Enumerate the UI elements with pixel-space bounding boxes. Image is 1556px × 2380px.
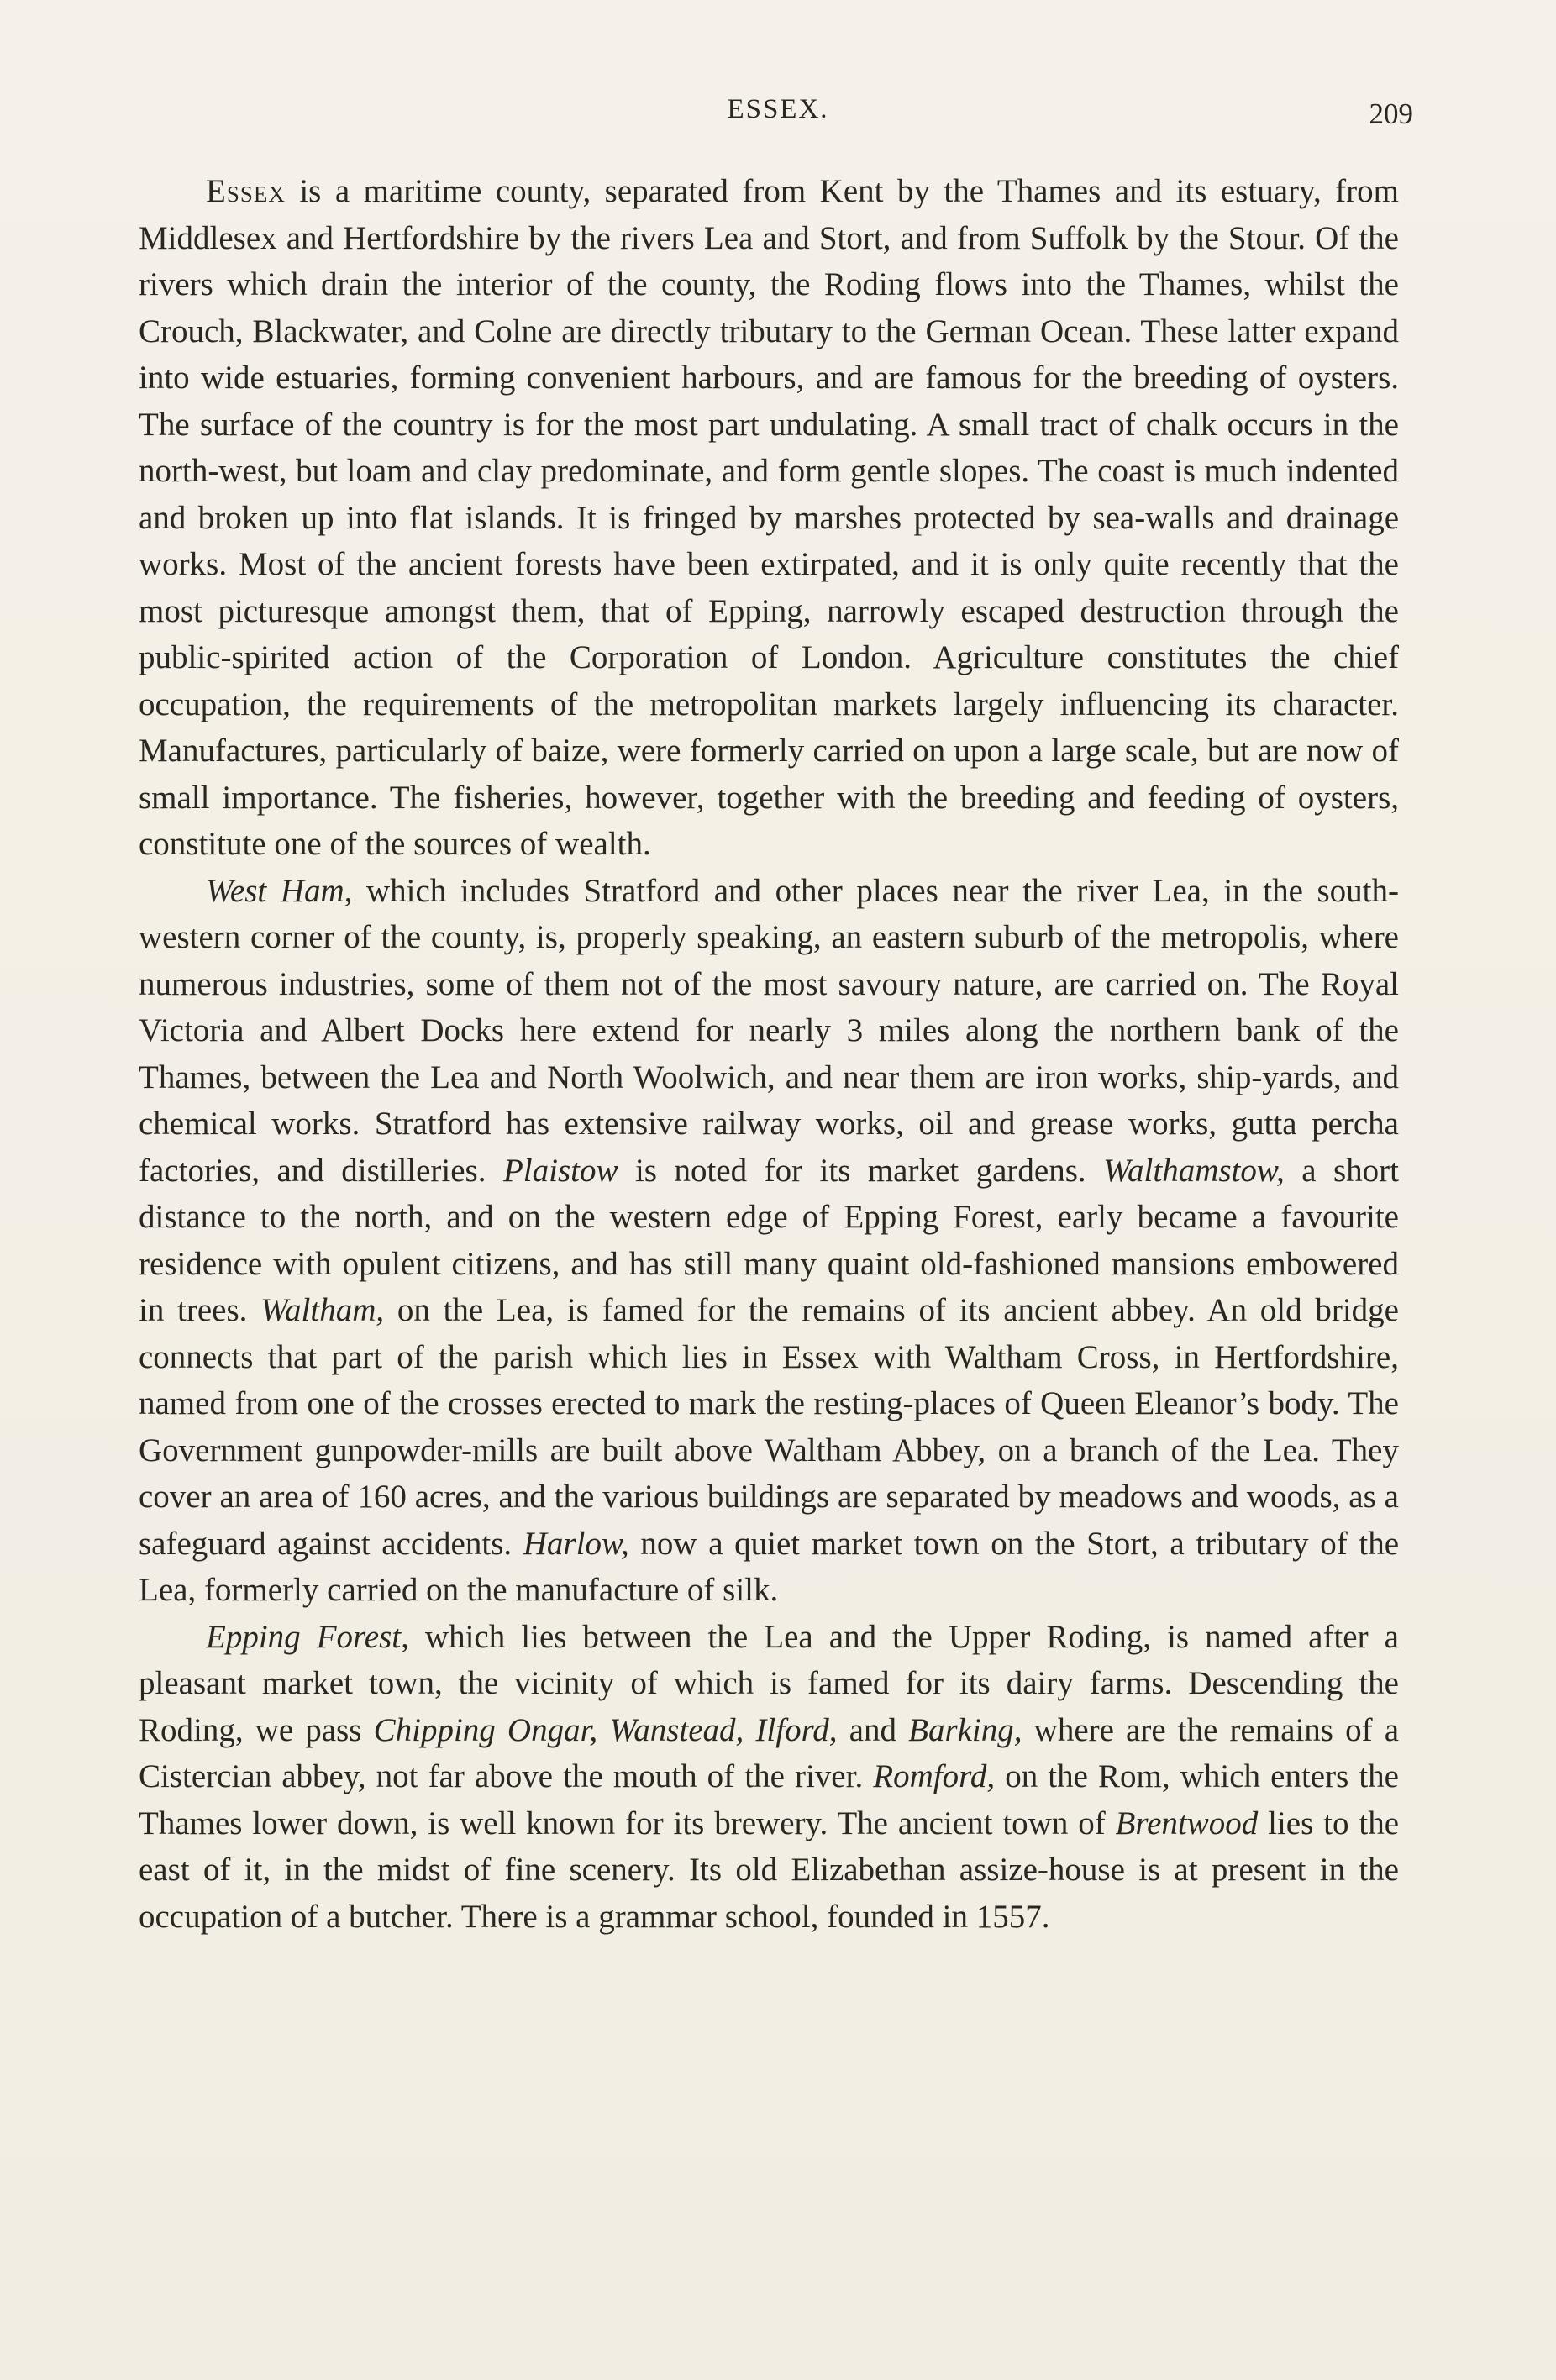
place-brentwood: Brentwood <box>1115 1805 1259 1841</box>
paragraph-2-text-2: is noted for its market gardens. <box>618 1152 1104 1189</box>
paragraph-3-and: and <box>837 1711 909 1748</box>
place-waltham: Waltham, <box>260 1292 385 1328</box>
place-harlow: Harlow, <box>523 1525 629 1562</box>
paragraph-3-text-3: on the Rom, which enters the Thames lower down, is well known for its brewery. The ancient town of <box>139 1758 1399 1841</box>
place-chipping-ongar: Chipping Ongar, <box>373 1711 598 1748</box>
paragraph-epping-forest <box>139 1614 1399 1941</box>
lead-word-essex: Essex <box>206 173 286 209</box>
paragraph-2-text-3: a short distance to the north, and on the western edge of Epping Forest, early became a favourite residence with opulent citizens, and has still many quaint old-fashioned mansions embowered in trees. <box>139 1152 1400 1328</box>
paragraph-3-text-4: lies to the east of it, in the midst of fine scenery. Its old Elizabethan assize-house is at present in the occupation of a butcher. There is a grammar school, founded in 1557. <box>139 1805 1399 1935</box>
place-walthamstow: Walthamstow, <box>1103 1152 1285 1189</box>
paragraph-2-text-5: now a quiet market town on the Stort, a tributary of the Lea, formerly carried on the manufacture of silk. <box>139 1525 1399 1608</box>
running-title: ESSEX. <box>727 94 829 124</box>
paragraph-2-text-4: on the Lea, is famed for the remains of its ancient abbey. An old bridge connects that part of the parish which lies in Essex with Waltham Cross, in Hertfordshire, named from one of the crosses erected to mark the resting-places of Queen Eleanor’s body. The Government gunpowder-mills are built above Waltham Abbey, on a branch of the Lea. They cover an area of 160 acres, and the various buildings are separated by meadows and woods, as a safeguard against accidents. <box>139 1292 1399 1562</box>
paragraph-2-text-1: which includes Stratford and other places near the river Lea, in the south-western corner of the county, is, properly speaking, an eastern suburb of the metropolis, where numerous industries, some of them not of the most savoury nature, are carried on. The Royal Victoria and Albert Docks here extend for nearly 3 miles along the northern bank of the Thames, between the Lea and North Woolwich, and near them are iron works, ship-yards, and chemical works. Stratford has extensive railway works, oil and grease works, gutta percha factories, and distilleries. <box>139 872 1399 1189</box>
paragraph-3-text-2: where are the remains of a Cistercian abbey, not far above the mouth of the river. <box>139 1711 1400 1794</box>
paragraph-essex-intro <box>139 168 1399 868</box>
place-west-ham: West Ham, <box>206 872 353 909</box>
place-epping-forest: Epping Forest, <box>206 1618 409 1655</box>
paragraph-1-text: is a maritime county, separated from Kent by the Thames and its estuary, from Middlesex and Hertfordshire by the rivers Lea and Stort, and from Suffolk by the Stour. Of the rivers which drain the interior of the county, the Roding flows into the Thames, whilst the Crouch, Blackwater, and Colne are directly tributary to the German Ocean. These latter expand into wide estuaries, forming convenient harbours, and are famous for the breeding of oysters. The surface of the country is for the most part undulating. A small tract of chalk occurs in the north-west, but loam and clay predominate, and form gentle slopes. The coast is much indented and broken up into flat islands. It is fringed by marshes protected by sea-walls and drainage works. Most of the ancient forests have been extirpated, and it is only quite recently that the most picturesque amongst them, that of Epping, narrowly escaped destruction through the public-spirited action of the Corporation of London. Agriculture constitutes the chief occupation, the requirements of the metropolitan markets largely influencing its character. Manufactures, particularly of baize, were formerly carried on upon a large scale, but are now of small importance. The fisheries, however, together with the breeding and feeding of oysters, constitute one of the sources of wealth. <box>139 173 1399 862</box>
body-text <box>139 168 1399 1940</box>
place-ilford: Ilford, <box>755 1711 838 1748</box>
place-barking: Barking, <box>908 1711 1022 1748</box>
place-plaistow: Plaistow <box>502 1152 618 1189</box>
running-head <box>0 91 1556 133</box>
place-wanstead: Wanstead, <box>609 1711 744 1748</box>
paragraph-3-text-1: which lies between the Lea and the Upper Roding, is named after a pleasant market town, the vicinity of which is famed for its dairy farms. Descending the Roding, we pass <box>139 1618 1399 1748</box>
paragraph-west-ham <box>139 868 1399 1614</box>
page-number: 209 <box>1369 97 1413 130</box>
place-romford: Romford, <box>873 1758 996 1794</box>
